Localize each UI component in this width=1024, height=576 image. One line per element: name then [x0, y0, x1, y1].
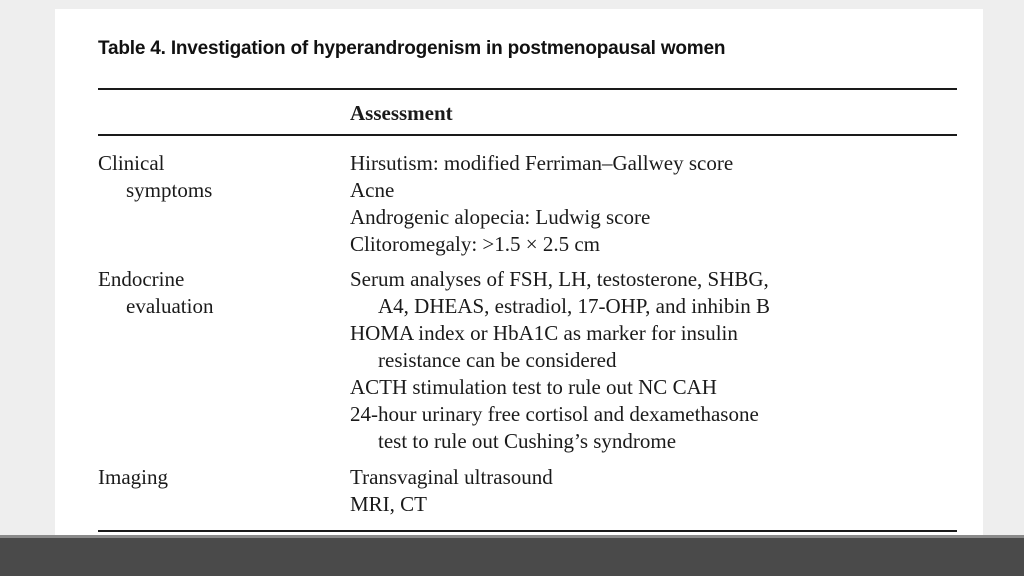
row-label-line: evaluation [126, 294, 214, 318]
list-item [350, 491, 960, 518]
item-text: Androgenic alopecia: Ludwig score [350, 205, 651, 229]
item-text: Transvaginal ultrasound [350, 465, 553, 489]
row-items [350, 464, 960, 518]
item-text: HOMA index or HbA1C as marker for insulin [350, 321, 738, 345]
slide-footer-band [0, 535, 1024, 576]
item-text-continued: resistance can be considered [378, 348, 617, 372]
list-item [350, 204, 960, 231]
list-item [350, 231, 960, 258]
row-items [350, 266, 960, 455]
bottom-rule [98, 530, 957, 532]
item-text: 24-hour urinary free cortisol and dexamethasone [350, 402, 759, 426]
row-label [98, 150, 338, 204]
row-label-line: symptoms [126, 178, 213, 202]
top-rule [98, 88, 957, 90]
row-label [98, 266, 338, 320]
row-label-line: Imaging [98, 465, 168, 489]
list-item [350, 266, 960, 320]
list-item [350, 464, 960, 491]
item-text-continued: A4, DHEAS, estradiol, 17-OHP, and inhibin B [378, 294, 770, 318]
row-label-line: Clinical [98, 151, 165, 175]
list-item [350, 320, 960, 374]
item-text: Serum analyses of FSH, LH, testosterone, SHBG, [350, 267, 769, 291]
item-text: ACTH stimulation test to rule out NC CAH [350, 375, 717, 399]
row-label-line: Endocrine [98, 267, 185, 291]
item-text: Hirsutism: modified Ferriman–Gallwey score [350, 151, 734, 175]
item-text: Clitoromegaly: >1.5 × 2.5 cm [350, 232, 600, 256]
column-header-assessment: Assessment [350, 101, 453, 125]
table-title: Table 4. Investigation of hyperandrogenism in postmenopausal women [98, 38, 726, 59]
item-text: MRI, CT [350, 492, 428, 516]
item-text-continued: test to rule out Cushing’s syndrome [378, 429, 677, 453]
row-label [98, 464, 338, 491]
list-item [350, 374, 960, 401]
list-item [350, 150, 960, 177]
item-text: Acne [350, 178, 395, 202]
list-item [350, 177, 960, 204]
row-items [350, 150, 960, 258]
header-rule [98, 134, 957, 136]
list-item [350, 401, 960, 455]
